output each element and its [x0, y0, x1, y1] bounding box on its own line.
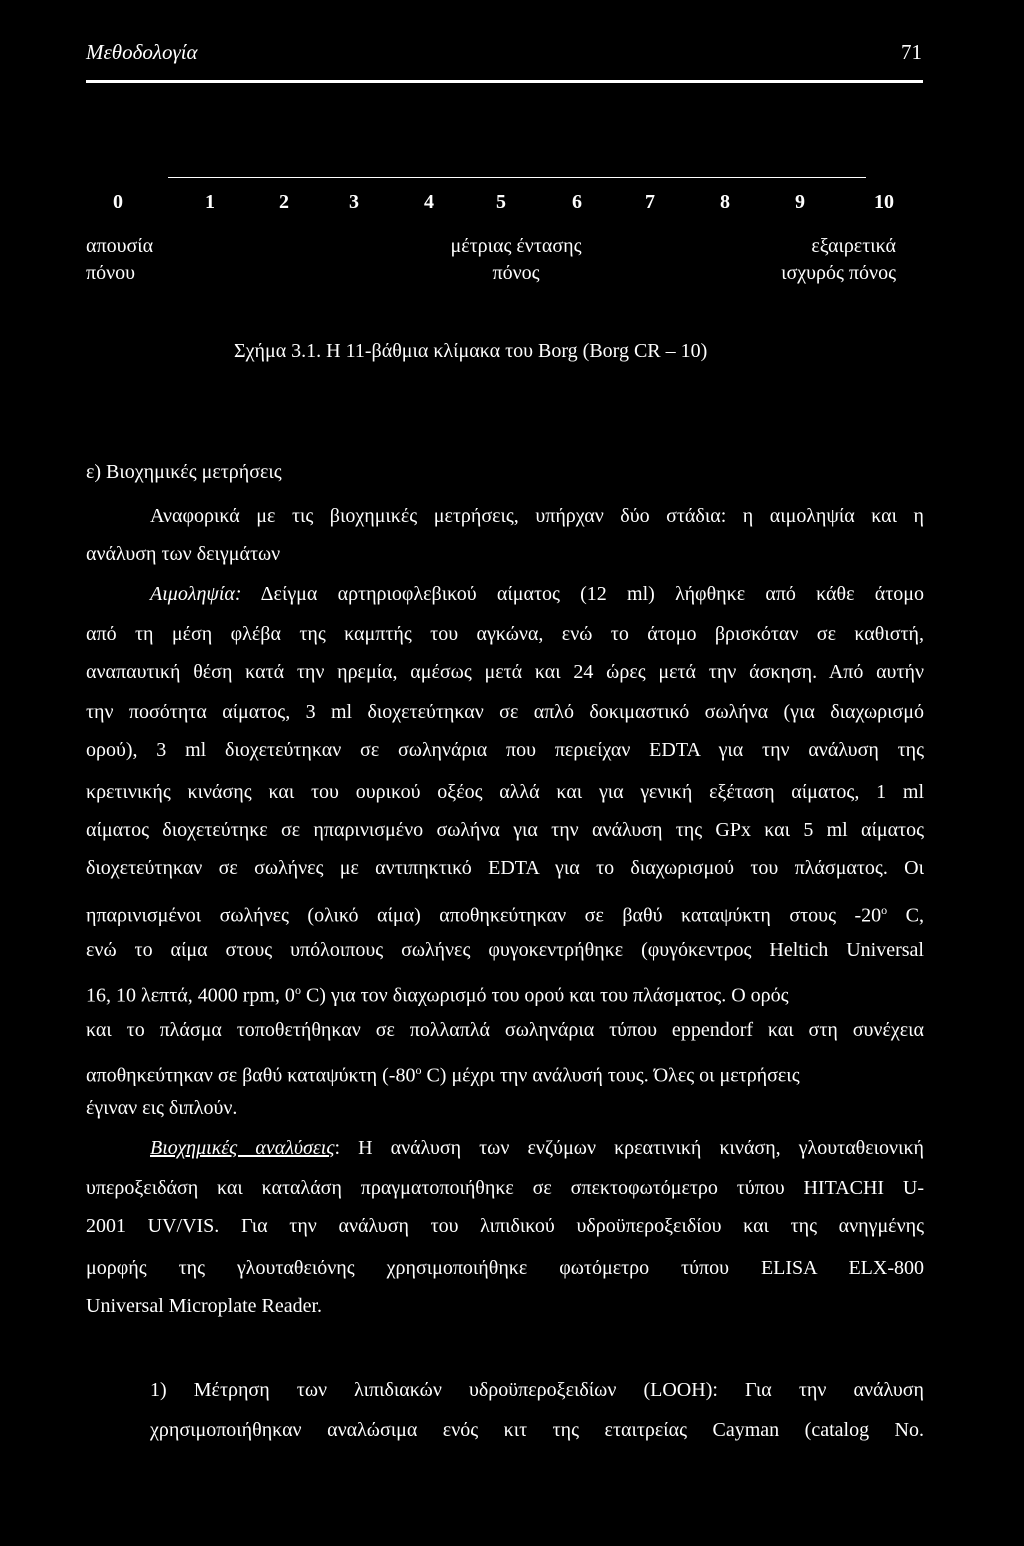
paragraph-line: κρετινικής κινάσης και του ουρικού οξέος αλλά και για γενική εξέταση αίματος, 1 ml [86, 781, 924, 803]
scale-number: 1 [205, 191, 215, 213]
header-rule [86, 80, 923, 83]
scale-number: 4 [424, 191, 434, 213]
scale-number: 9 [795, 191, 805, 213]
paragraph-line: Αναφορικά με τις βιοχημικές μετρήσεις, υπήρχαν δύο στάδια: η αιμοληψία και η [150, 505, 924, 527]
page-number: 71 [901, 40, 922, 64]
paragraph-line: την ποσότητα αίματος, 3 ml διοχετεύτηκαν σε απλό δοκιμαστικό σωλήνα (για διαχωρισμό [86, 701, 924, 723]
paragraph-line: Universal Microplate Reader. [86, 1295, 323, 1317]
running-header-title: Μεθοδολογία [86, 40, 198, 64]
paragraph-line: αίματος διοχετεύτηκε σε ηπαρινισμένο σωλήνα για την ανάλυση της GPx και 5 ml αίματος [86, 819, 925, 841]
scale-number: 5 [496, 191, 506, 213]
scale-number: 6 [572, 191, 582, 213]
paragraph-line: Αιμοληψία: Δείγμα αρτηριοφλεβικού αίματος (12 ml) λήφθηκε από κάθε άτομο [150, 583, 924, 605]
scale-label-left: απουσία πόνου [86, 235, 154, 284]
scale-label-mid: μέτριας έντασης πόνος [450, 235, 582, 284]
paragraph-line: μορφής της γλουταθειόνης χρησιμοποιήθηκε φωτόμετρο τύπου ELISA ELX-800 [86, 1257, 924, 1279]
paragraph-line: ανάλυση των δειγμάτων [86, 543, 281, 565]
paragraph-line: έγιναν εις διπλούν. [86, 1097, 238, 1119]
scale-number: 3 [349, 191, 359, 213]
inline-heading: Αιμοληψία: [150, 583, 242, 605]
paragraph-line: ενώ το αίμα στους υπόλοιπους σωλήνες φυγοκεντρήθηκε (φυγόκεντρος Heltich Universal [86, 939, 924, 961]
scale-line [168, 177, 866, 178]
paragraph-line: 1) Μέτρηση των λιπιδιακών υδροϋπεροξειδίων (LOOH): Για την ανάλυση [150, 1379, 924, 1401]
paragraph-line: και το πλάσμα τοποθετήθηκαν σε πολλαπλά σωληνάρια τύπου eppendorf και στη συνέχεια [86, 1019, 924, 1041]
paragraph-line: ορού), 3 ml διοχετεύτηκαν σε σωληνάρια που περιείχαν EDTA για την ανάλυση της [86, 739, 924, 761]
paragraph-line: από τη μέση φλέβα της καμπτής του αγκώνα, ενώ το άτομο βρισκόταν σε καθιστή, [86, 623, 924, 645]
inline-heading: Βιοχημικές αναλύσεις [150, 1137, 335, 1159]
paragraph-line: 16, 10 λεπτά, 4000 rpm, 0$^o$ C) για τον διαχωρισμό του ορού και του πλάσματος. Ο ορός [86, 983, 789, 1007]
paragraph-line: χρησιμοποιήθηκαν αναλώσιμα ενός κιτ της εταιτρείας Cayman (catalog No. [150, 1419, 924, 1441]
paragraph-line: αναπαυτική θέση κατά την ηρεμία, αμέσως μετά και 24 ώρες μετά την άσκηση. Από αυτήν [86, 661, 924, 683]
paragraph-line: αποθηκεύτηκαν σε βαθύ καταψύκτη (-80$^o$ C) μέχρι την ανάλυσή τους. Όλες οι μετρήσεις [86, 1063, 800, 1087]
scale-number: 2 [279, 191, 289, 213]
paragraph-line: υπεροξειδάση και καταλάση πραγματοποιήθηκε σε σπεκτοφωτόμετρο τύπου HITACHI U- [86, 1177, 924, 1199]
paragraph-line: Βιοχημικές αναλύσεις: Η ανάλυση των ενζύμων κρεατινική κινάση, γλουταθειονική [150, 1137, 924, 1159]
scale-label-right: εξαιρετικά ισχυρός πόνος [781, 235, 896, 284]
scale-number: 10 [874, 191, 894, 213]
paragraph-line: ηπαρινισμένοι σωλήνες (ολικό αίμα) αποθηκεύτηκαν σε βαθύ καταψύκτη στους -20$^o$ C, [86, 903, 924, 927]
paragraph-line: 2001 UV/VIS. Για την ανάλυση του λιπιδικού υδροϋπεροξειδίου και της ανηγμένης [86, 1215, 924, 1237]
section-heading: ε) Βιοχημικές μετρήσεις [86, 461, 282, 483]
paragraph-line: διοχετεύτηκαν σε σωλήνες με αντιπηκτικό EDTA για το διαχωρισμού του πλάσματος. Οι [86, 857, 924, 879]
scale-number: 0 [113, 191, 123, 213]
scale-number: 8 [720, 191, 730, 213]
figure-caption: Σχήμα 3.1. Η 11-βάθμια κλίμακα του Borg (Borg CR – 10) [234, 340, 708, 362]
scale-number: 7 [645, 191, 655, 213]
